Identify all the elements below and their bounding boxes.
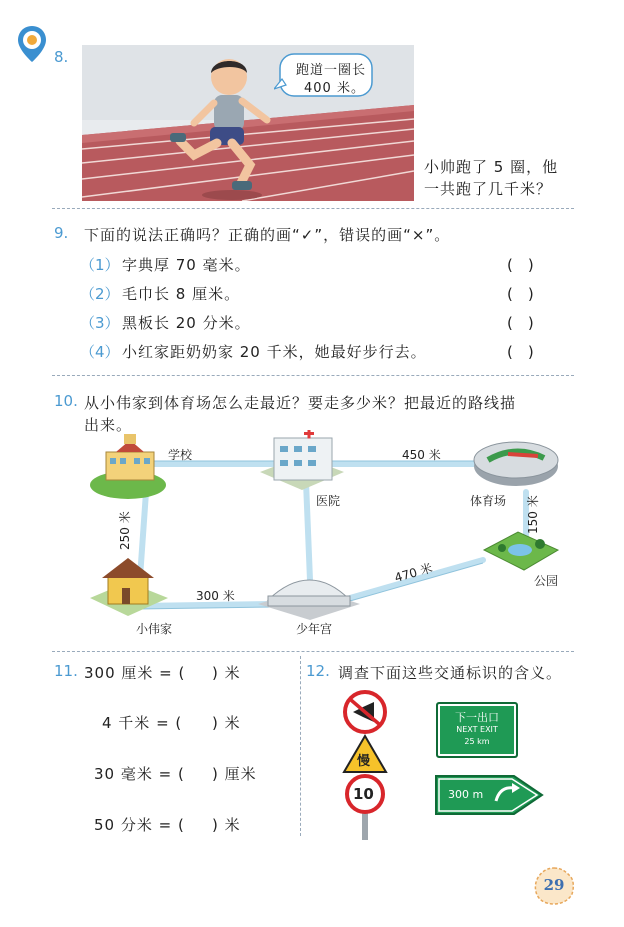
question-8-text-line-2: 一共跑了几千米？ [424,180,553,198]
direction-arrow-sign [434,774,544,816]
next-exit-sign [436,702,518,758]
label-school: 学校 [168,448,193,462]
distance-palace-park: 470 米 [392,560,435,586]
conversion-2-right: ) 米 [212,714,241,732]
question-10-prompt-line-1: 从小伟家到体育场怎么走最近？要走多少米？把最近的路线描 [84,394,517,412]
next-exit-en: NEXT EXIT [456,725,498,734]
item-1-answer-blank[interactable]: ( ) [507,256,534,274]
conversion-4-left: 50 分米 = ( [94,816,185,834]
item-3-text: 黑板长 20 分米。 [122,314,251,332]
running-track-illustration [82,45,414,201]
speech-line-2: 400 米。 [304,81,365,96]
item-2-answer-blank[interactable]: ( ) [507,285,534,303]
item-3-label: （3） [80,314,120,332]
conversion-1-left: 300 厘米 = ( [84,664,186,682]
page-number: 29 [543,876,565,894]
conversion-3-left: 30 毫米 = ( [94,765,185,783]
question-10-number: 10. [54,392,78,410]
distance-home-palace: 300 米 [196,589,235,603]
slow-sign-text: 慢 [357,754,371,769]
item-4-answer-blank[interactable]: ( ) [507,343,534,361]
vertical-divider [300,656,301,836]
page-number-badge [532,866,576,906]
conversion-1-right: ) 米 [212,664,241,682]
label-park: 公园 [534,574,559,588]
next-exit-distance: 25 km [464,737,490,746]
item-2-text: 毛巾长 8 厘米。 [122,285,241,303]
question-8-text-line-1: 小帅跑了 5 圈，他 [424,158,559,176]
item-4-label: （4） [80,343,120,361]
question-10-prompt-line-2: 出来。 [84,416,133,434]
divider [52,375,574,376]
question-12-prompt: 调查下面这些交通标识的含义。 [338,664,563,682]
question-11-number: 11. [54,662,78,680]
item-3-answer-blank[interactable]: ( ) [507,314,534,332]
speed-limit-text: 10 [353,785,374,803]
distance-school-home: 250 米 [118,511,132,550]
next-exit-cn: 下一出口 [455,711,499,724]
location-pin-icon [16,24,48,64]
speech-line-1: 跑道一圈长 [296,63,367,78]
question-12-number: 12. [306,662,330,680]
label-stadium: 体育场 [470,494,507,508]
conversion-3-right: ) 厘米 [212,765,257,783]
label-youth-palace: 少年宫 [296,622,333,636]
distance-stadium-park: 150 米 [526,495,540,534]
traffic-sign-post [336,690,396,840]
label-hospital: 医院 [316,494,341,508]
item-1-text: 字典厚 70 毫米。 [122,256,251,274]
conversion-2-left: 4 千米 = ( [102,714,183,732]
divider [52,208,574,209]
question-9-number: 9. [54,224,69,242]
question-8-number: 8. [54,48,69,66]
item-1-label: （1） [80,256,120,274]
speech-bubble [274,53,374,99]
item-2-label: （2） [80,285,120,303]
conversion-4-right: ) 米 [212,816,241,834]
route-map [88,430,588,645]
direction-distance: 300 m [448,788,484,801]
distance-hospital-stadium: 450 米 [402,448,441,462]
label-home: 小伟家 [136,622,173,636]
divider [52,651,574,652]
item-4-text: 小红家距奶奶家 20 千米，她最好步行去。 [122,343,427,361]
question-9-prompt: 下面的说法正确吗？正确的画“✓”，错误的画“×”。 [84,226,451,244]
